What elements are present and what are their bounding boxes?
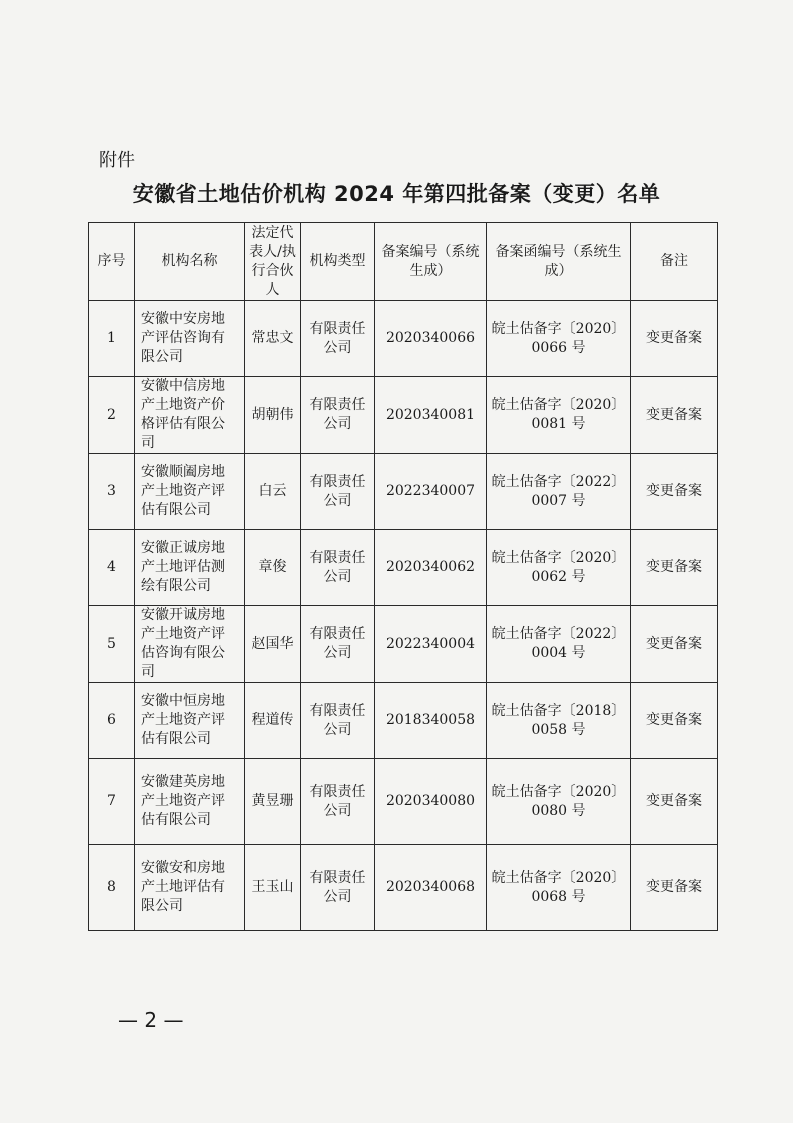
table-row [89,606,718,683]
page-number: — 2 — [118,1008,184,1032]
cell-letter-no: 皖土估备字〔2020〕0081 号 [487,377,631,454]
cell-letter-no: 皖土估备字〔2020〕0066 号 [487,301,631,377]
cell-record-no: 2018340058 [375,683,487,759]
table-row [89,530,718,606]
cell-note: 变更备案 [631,454,718,530]
cell-org-type: 有限责任公司 [301,454,375,530]
cell-note: 变更备案 [631,530,718,606]
cell-org-type: 有限责任公司 [301,606,375,683]
cell-legal-rep: 白云 [245,454,301,530]
cell-org-type: 有限责任公司 [301,301,375,377]
header-org-type: 机构类型 [301,223,375,301]
cell-letter-no: 皖土估备字〔2020〕0080 号 [487,759,631,845]
cell-note: 变更备案 [631,845,718,931]
cell-org-name: 安徽中安房地产评估咨询有限公司 [135,301,245,377]
cell-org-type: 有限责任公司 [301,759,375,845]
cell-note: 变更备案 [631,377,718,454]
cell-record-no: 2020340066 [375,301,487,377]
cell-letter-no: 皖土估备字〔2022〕0004 号 [487,606,631,683]
cell-index: 3 [89,454,135,530]
cell-index: 7 [89,759,135,845]
cell-note: 变更备案 [631,606,718,683]
cell-org-name: 安徽正诚房地产土地评估测绘有限公司 [135,530,245,606]
cell-legal-rep: 赵国华 [245,606,301,683]
header-record-no: 备案编号（系统生成） [375,223,487,301]
cell-note: 变更备案 [631,683,718,759]
cell-record-no: 2022340004 [375,606,487,683]
table-row [89,683,718,759]
filing-table [88,222,718,931]
cell-index: 1 [89,301,135,377]
cell-letter-no: 皖土估备字〔2020〕0068 号 [487,845,631,931]
cell-record-no: 2020340062 [375,530,487,606]
cell-index: 2 [89,377,135,454]
table-header-row [89,223,718,301]
cell-org-type: 有限责任公司 [301,377,375,454]
table-row [89,759,718,845]
table-row [89,301,718,377]
cell-index: 8 [89,845,135,931]
cell-org-name: 安徽开诚房地产土地资产评估咨询有限公司 [135,606,245,683]
header-note: 备注 [631,223,718,301]
cell-legal-rep: 程道传 [245,683,301,759]
cell-record-no: 2020340081 [375,377,487,454]
cell-org-name: 安徽建英房地产土地资产评估有限公司 [135,759,245,845]
cell-legal-rep: 黄昱珊 [245,759,301,845]
cell-legal-rep: 王玉山 [245,845,301,931]
header-org-name: 机构名称 [135,223,245,301]
cell-legal-rep: 章俊 [245,530,301,606]
cell-org-type: 有限责任公司 [301,530,375,606]
cell-record-no: 2020340080 [375,759,487,845]
cell-org-type: 有限责任公司 [301,683,375,759]
header-letter-no: 备案函编号（系统生成） [487,223,631,301]
header-legal-rep: 法定代表人/执行合伙人 [245,223,301,301]
cell-org-name: 安徽中信房地产土地资产价格评估有限公司 [135,377,245,454]
cell-note: 变更备案 [631,301,718,377]
cell-org-name: 安徽中恒房地产土地资产评估有限公司 [135,683,245,759]
cell-index: 5 [89,606,135,683]
header-index: 序号 [89,223,135,301]
cell-legal-rep: 常忠文 [245,301,301,377]
cell-index: 4 [89,530,135,606]
table-row [89,377,718,454]
cell-record-no: 2022340007 [375,454,487,530]
cell-org-name: 安徽安和房地产土地评估有限公司 [135,845,245,931]
cell-legal-rep: 胡朝伟 [245,377,301,454]
cell-record-no: 2020340068 [375,845,487,931]
table-row [89,454,718,530]
cell-index: 6 [89,683,135,759]
cell-letter-no: 皖土估备字〔2022〕0007 号 [487,454,631,530]
cell-letter-no: 皖土估备字〔2018〕0058 号 [487,683,631,759]
cell-org-type: 有限责任公司 [301,845,375,931]
cell-letter-no: 皖土估备字〔2020〕0062 号 [487,530,631,606]
table-row [89,845,718,931]
attachment-label: 附件 [99,150,135,171]
document-title: 安徽省土地估价机构 2024 年第四批备案（变更）名单 [132,182,661,206]
cell-note: 变更备案 [631,759,718,845]
cell-org-name: 安徽顺阖房地产土地资产评估有限公司 [135,454,245,530]
